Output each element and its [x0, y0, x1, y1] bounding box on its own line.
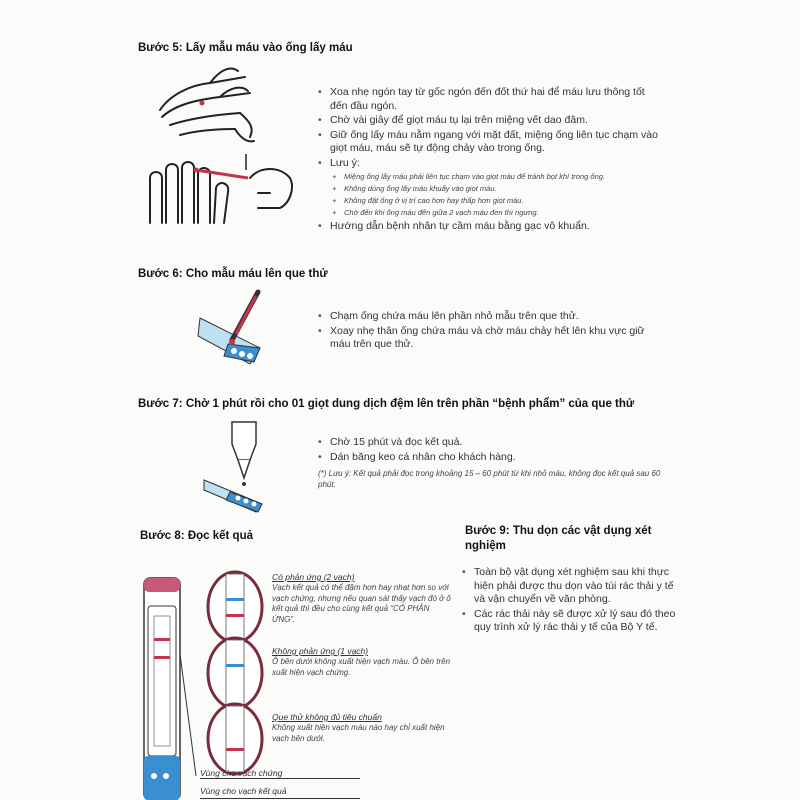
control-zone-label: Vùng cho vạch chứng	[200, 768, 360, 779]
result-invalid-desc: Không xuất hiện vạch màu nào hay chỉ xuất hiện vạch bên dưới.	[272, 723, 445, 743]
result-negative-diagram	[206, 636, 264, 710]
step9-instructions	[462, 566, 687, 636]
step5-subnote: + Không đặt ống ở vị trí cao hơn hay thấp hơn giọt máu.	[332, 195, 663, 207]
blood-collection-illustration	[140, 148, 300, 228]
result-positive-desc: Vạch kết quả có thể đậm hơn hay nhạt hơn so với vạch chứng, nhưng nếu quan sát thấy vạch đó ở ô kết quả thì đều cho cùng kết quả “CÓ PHẢN ỨNG”.	[272, 583, 451, 624]
step6-instructions	[318, 310, 663, 353]
step5-title: Bước 5: Lấy mẫu máu vào ống lấy máu	[138, 42, 353, 54]
step5-bullet: • Xoa nhẹ ngón tay từ gốc ngón đến đốt thứ hai để máu lưu thông tốt đến đầu ngón.	[318, 86, 663, 113]
step7-title: Bước 7: Chờ 1 phút rồi cho 01 giọt dung dịch đệm lên trên phần “bệnh phẩm” của que thử	[138, 398, 635, 410]
step6-bullet: • Chạm ống chứa máu lên phần nhỏ mẫu trên que thử.	[318, 310, 663, 324]
result-positive-title: Có phản ứng (2 vạch)	[272, 572, 355, 582]
result-zone-label: Vùng cho vạch kết quả	[200, 786, 360, 799]
step7-instructions	[318, 436, 663, 490]
test-strip-blood-illustration	[198, 290, 278, 370]
step9-title: Bước 9: Thu dọn các vật dụng xét nghiệm	[465, 525, 652, 552]
buffer-dropper-illustration	[204, 420, 280, 512]
result-invalid-title: Que thử không đủ tiêu chuẩn	[272, 712, 382, 722]
step9-bullet: • Toàn bộ vật dụng xét nghiệm sau khi thực hiện phải được thu dọn vào túi rác thải y tế và vận chuyển về văn phòng.	[462, 566, 687, 607]
step5-bullet: • Hướng dẫn bệnh nhân tự cầm máu bằng gạc vô khuẩn.	[318, 220, 663, 234]
step5-subnote: + Không dùng ống lấy máu khuấy vào giọt máu.	[332, 183, 663, 195]
step7-note: (*) Lưu ý: Kết quả phải đọc trong khoảng 15 – 60 phút từ khi nhỏ máu, không đọc kết quả sau 60 phút.	[318, 469, 661, 489]
step5-subnote: + Chờ đến khi ống máu đến giữa 2 vạch máu đen thì ngưng.	[332, 207, 663, 219]
result-positive	[272, 572, 452, 625]
result-invalid	[272, 712, 452, 744]
step9-bullet: • Các rác thải này sẽ được xử lý sau đó theo quy trình xử lý rác thải y tế của Bộ Y tế.	[462, 608, 687, 635]
result-positive-diagram	[206, 570, 264, 644]
step5-instructions	[318, 86, 663, 235]
finger-massage-illustration	[150, 65, 270, 145]
step5-bullet: • Giữ ống lấy máu nằm ngang với mặt đất, miệng ống liên tục chạm vào giọt máu, máu sẽ tự động chảy vào trong ống.	[318, 129, 663, 156]
result-negative-title: Không phản ứng (1 vạch)	[272, 646, 369, 656]
result-negative-desc: Ô bên dưới không xuất hiện vạch màu. Ô bên trên xuất hiện vạch chứng.	[272, 657, 451, 677]
result-negative	[272, 646, 452, 678]
step7-bullet: • Chờ 15 phút và đọc kết quả.	[318, 436, 663, 450]
step5-subnote: + Miệng ống lấy máu phải liên tục chạm vào giọt máu để tránh bọt khí trong ống.	[332, 171, 663, 183]
step7-bullet: • Dán băng keo cá nhân cho khách hàng.	[318, 451, 663, 465]
step6-bullet: • Xoay nhẹ thân ống chứa máu và chờ máu chảy hết lên khu vực giữ máu trên que thử.	[318, 325, 663, 352]
step6-title: Bước 6: Cho mẫu máu lên que thử	[138, 268, 328, 280]
step8-title: Bước 8: Đọc kết quả	[140, 530, 254, 542]
step5-bullet: • Chờ vài giây để giọt máu tụ lại trên miệng vết dao đâm.	[318, 114, 663, 128]
result-invalid-diagram	[206, 702, 264, 776]
step5-bullet: • Lưu ý:	[318, 157, 663, 171]
